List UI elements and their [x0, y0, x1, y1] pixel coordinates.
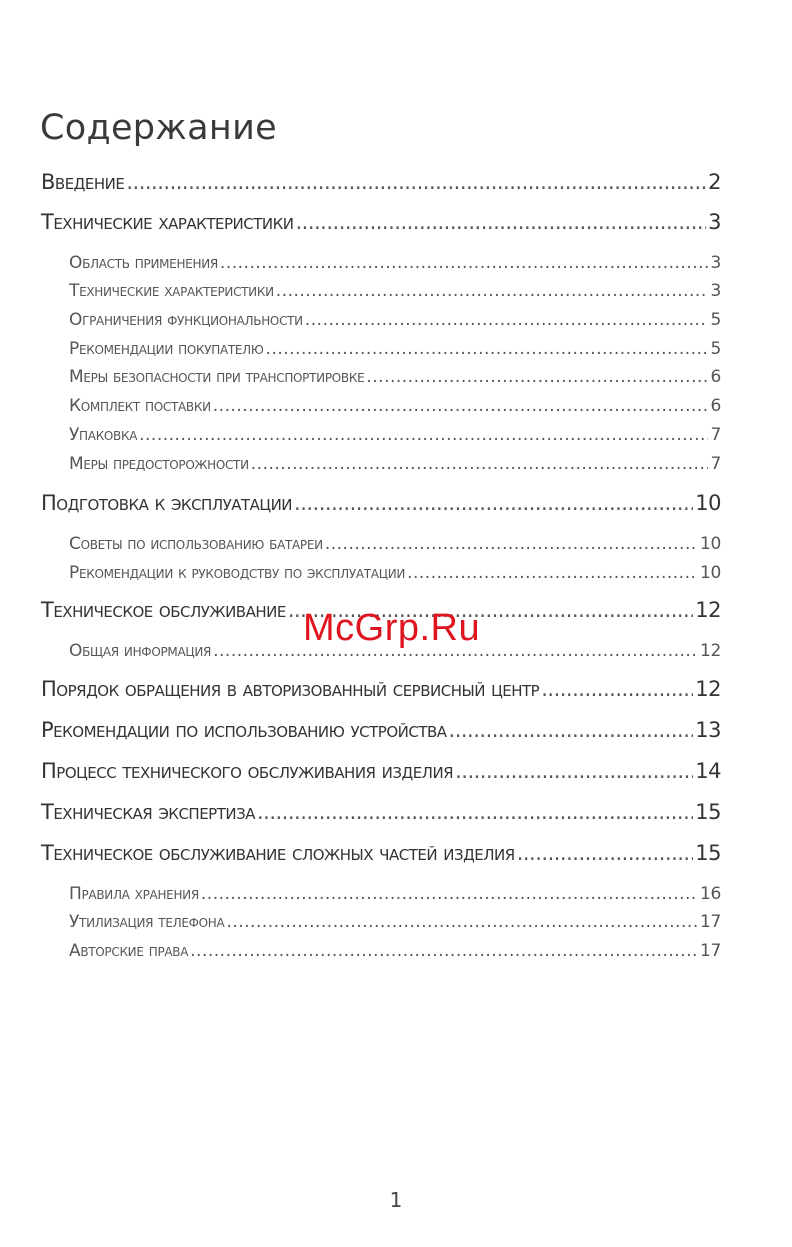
toc-entry-page: 3: [710, 253, 721, 273]
toc-entry-label: Техническое обслуживание сложных частей изделия: [41, 841, 515, 865]
watermark: McGrp.Ru: [303, 607, 481, 649]
toc-entry-buyer-recommendations[interactable]: [69, 339, 721, 359]
toc-entry-technical-expertise[interactable]: [41, 800, 721, 824]
toc-entry-disposal[interactable]: [69, 912, 721, 932]
toc-entry-page: 10: [699, 563, 721, 583]
toc-entry-label: Введение: [41, 170, 125, 194]
toc-entry-introduction[interactable]: [41, 170, 721, 194]
toc-entry-limitations[interactable]: [69, 310, 721, 330]
leader-dots: [220, 253, 709, 273]
toc-entry-storage-rules[interactable]: [69, 884, 721, 904]
toc-entry-packaging[interactable]: [69, 425, 721, 445]
toc-entry-package-contents[interactable]: [69, 396, 721, 416]
leader-dots: [294, 491, 693, 515]
toc-entry-label: Комплект поставки: [69, 396, 211, 416]
leader-dots: [325, 534, 698, 554]
toc-entry-page: 12: [699, 641, 721, 661]
toc-entry-service-center[interactable]: [41, 677, 721, 701]
leader-dots: [455, 759, 693, 783]
toc-entry-page: 10: [699, 534, 721, 554]
toc-entry-page: 6: [710, 367, 721, 387]
leader-dots: [139, 425, 708, 445]
leader-dots: [251, 454, 709, 474]
leader-dots: [276, 281, 709, 301]
leader-dots: [201, 884, 698, 904]
toc-entry-label: Ограничения функциональности: [69, 310, 303, 330]
toc-entry-label: Правила хранения: [69, 884, 199, 904]
toc-entry-page: 16: [699, 884, 721, 904]
leader-dots: [541, 677, 693, 701]
toc-entry-page: 2: [708, 170, 721, 194]
toc-entry-page: 7: [710, 425, 721, 445]
leader-dots: [295, 210, 706, 234]
toc-entry-page: 3: [710, 281, 721, 301]
leader-dots: [305, 310, 709, 330]
page-number: 1: [389, 1188, 403, 1212]
toc-entry-tech-specs[interactable]: [69, 281, 721, 301]
leader-dots: [126, 170, 706, 194]
toc-entry-page: 17: [699, 912, 721, 932]
leader-dots: [190, 941, 698, 961]
toc-entry-preparation[interactable]: [41, 491, 721, 515]
toc-entry-copyright[interactable]: [69, 941, 721, 961]
toc-entry-label: Процесс технического обслуживания изделия: [41, 759, 454, 783]
leader-dots: [213, 396, 709, 416]
toc-entry-page: 15: [695, 841, 721, 865]
toc-entry-label: Общая информация: [69, 641, 212, 661]
toc-entry-device-usage[interactable]: [41, 718, 721, 742]
toc-entry-page: 17: [699, 941, 721, 961]
toc-entry-page: 12: [695, 598, 721, 622]
toc-entry-scope[interactable]: [69, 253, 721, 273]
toc-entry-label: Область применения: [69, 253, 218, 273]
toc-entry-manual-recommendations[interactable]: [69, 563, 721, 583]
toc-entry-page: 14: [695, 759, 721, 783]
toc-entry-page: 15: [695, 800, 721, 824]
toc-entry-page: 3: [708, 210, 721, 234]
toc-entry-transport-safety[interactable]: [69, 367, 721, 387]
toc-entry-label: Рекомендации к руководству по эксплуатации: [69, 563, 406, 583]
toc-entry-maintenance-process[interactable]: [41, 759, 721, 783]
toc-entry-page: 7: [710, 454, 721, 474]
toc-entry-label: Советы по использованию батареи: [69, 534, 323, 554]
leader-dots: [449, 718, 694, 742]
toc-entry-complex-parts[interactable]: [41, 841, 721, 865]
leader-dots: [257, 800, 693, 824]
toc-entry-label: Меры безопасности при транспортировке: [69, 367, 365, 387]
toc-entry-label: Техническая экспертиза: [41, 800, 255, 824]
leader-dots: [226, 912, 698, 932]
toc-entry-label: Утилизация телефона: [69, 912, 225, 932]
toc-entry-label: Технические характеристики: [69, 281, 274, 301]
toc-entry-page: 6: [710, 396, 721, 416]
toc-entry-label: Технические характеристики: [41, 210, 294, 234]
toc-entry-label: Упаковка: [69, 425, 138, 445]
toc-entry-label: Техническое обслуживание: [41, 598, 286, 622]
toc-entry-label: Рекомендации по использованию устройства: [41, 718, 447, 742]
toc-entry-page: 12: [695, 677, 721, 701]
toc-entry-label: Авторские права: [69, 941, 189, 961]
toc-entry-page: 10: [695, 491, 721, 515]
page-title: Содержание: [40, 108, 277, 148]
toc-entry-page: 13: [695, 718, 721, 742]
toc-entry-label: Порядок обращения в авторизованный сервисный центр: [41, 677, 540, 701]
leader-dots: [366, 367, 708, 387]
toc-entry-specifications[interactable]: [41, 210, 721, 234]
toc-entry-label: Рекомендации покупателю: [69, 339, 264, 359]
toc-entry-page: 5: [710, 310, 721, 330]
toc-entry-page: 5: [710, 339, 721, 359]
leader-dots: [266, 339, 709, 359]
leader-dots: [407, 563, 698, 583]
toc-entry-battery-tips[interactable]: [69, 534, 721, 554]
toc-entry-label: Меры предосторожности: [69, 454, 249, 474]
leader-dots: [517, 841, 694, 865]
toc-entry-precautions[interactable]: [69, 454, 721, 474]
toc-entry-label: Подготовка к эксплуатации: [41, 491, 293, 515]
